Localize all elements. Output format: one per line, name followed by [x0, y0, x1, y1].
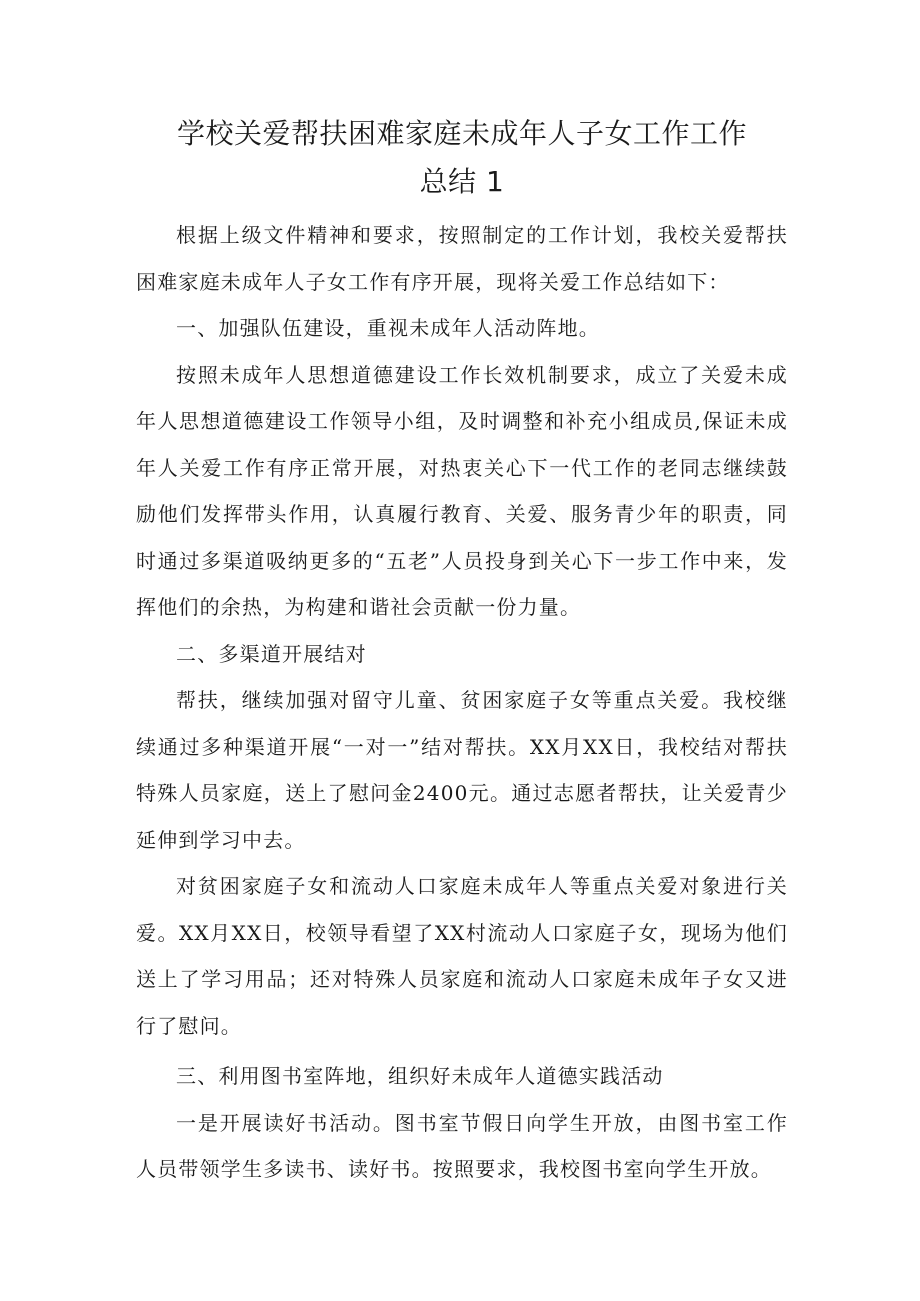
section-1-body: 按照未成年人思想道德建设工作长效机制要求，成立了关爱未成年人思想道德建设工作领导小组，及时调整和补充小组成员,保证未成年人关爱工作有序正常开展，对热衷关心下一代工作的老同志继续鼓励他们发挥带头作用，认真履行教育、关爱、服务青少年的职责，同时通过多渠道吸纳更多的“五老”人员投身到关心下一步工作中来，发挥他们的余热，为构建和谐社会贡献一份力量。: [136, 362, 788, 619]
section-2-body-1: 帮扶，继续加强对留守儿童、贫困家庭子女等重点关爱。我校继续通过多种渠道开展“一对一”结对帮扶。XX月XX日，我校结对帮扶特殊人员家庭，送上了慰问金2400元。通过志愿者帮扶，让关爱青少延伸到学习中去。: [136, 688, 788, 852]
section-3-heading: 三、利用图书室阵地，组织好未成年人道德实践活动: [176, 1064, 664, 1088]
section-2-heading: 二、多渠道开展结对: [176, 641, 367, 666]
intro-paragraph: 根据上级文件精神和要求，按照制定的工作计划，我校关爱帮扶困难家庭未成年人子女工作有序开展，现将关爱工作总结如下：: [136, 223, 788, 294]
section-3-body: 一是开展读好书活动。图书室节假日向学生开放，由图书室工作人员带领学生多读书、读好书。按照要求，我校图书室向学生开放。: [136, 1110, 788, 1181]
section-2-body-2: 对贫困家庭子女和流动人口家庭未成年人等重点关爱对象进行关爱。XX月XX日，校领导看望了XX村流动人口家庭子女，现场为他们送上了学习用品；还对特殊人员家庭和流动人口家庭未成年子女又进行了慰问。: [136, 874, 788, 1038]
document-title: [136, 110, 788, 206]
section-1-heading: 一、加强队伍建设，重视未成年人活动阵地。: [176, 316, 600, 340]
document-page: [136, 110, 788, 1193]
title-line-1: 学校关爱帮扶困难家庭未成年人子女工作工作: [176, 117, 747, 150]
title-line-2: 总结 1: [419, 165, 505, 198]
